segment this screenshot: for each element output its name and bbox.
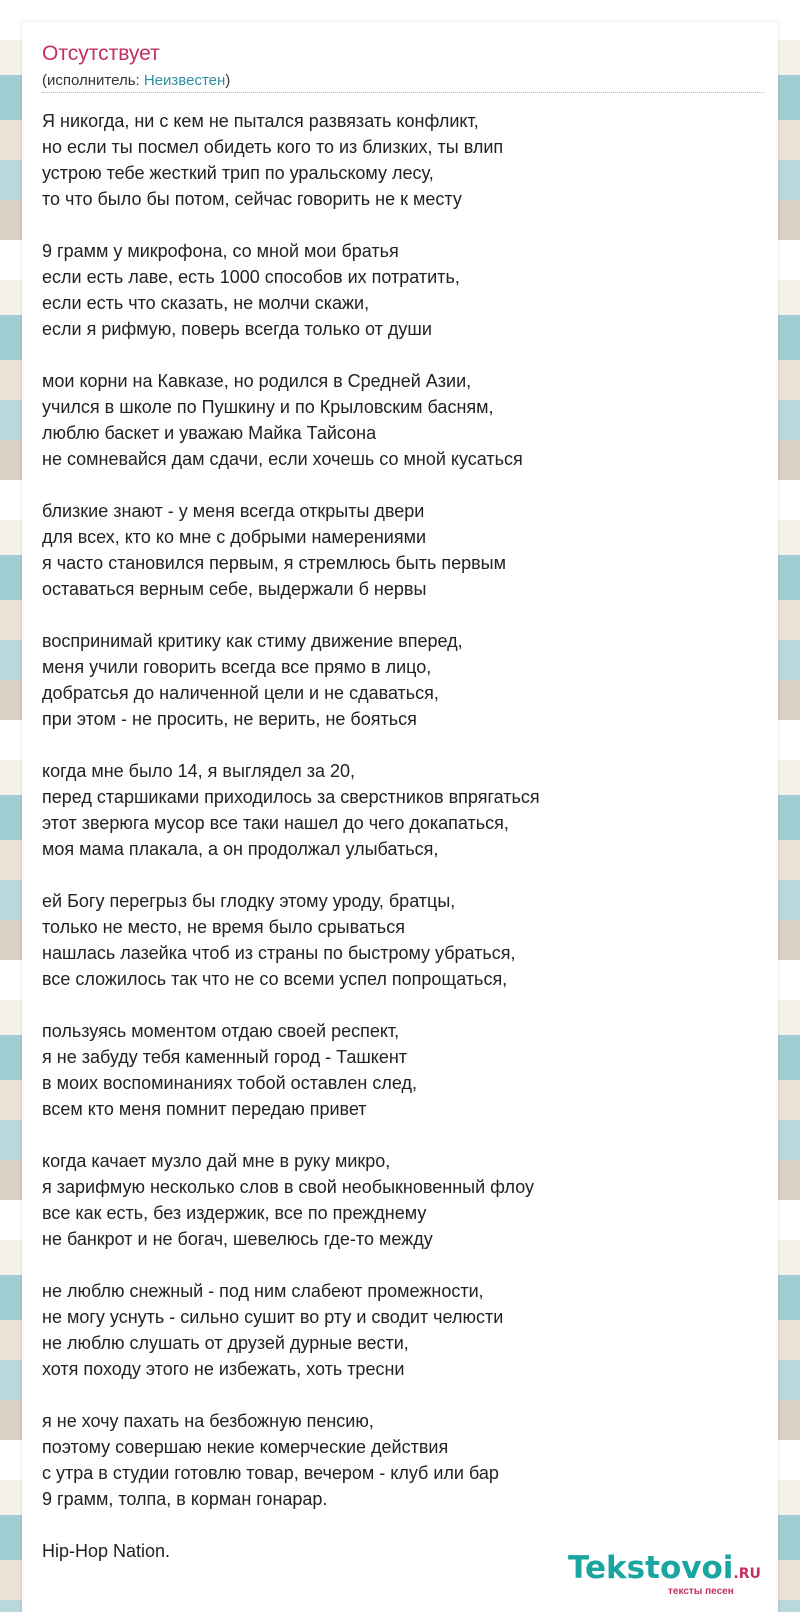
- lyrics-line: не люблю снежный - под ним слабеют промежности,: [42, 1281, 484, 1301]
- lyrics-stanza: [42, 498, 752, 602]
- lyrics-body: [42, 108, 752, 1590]
- lyrics-line: когда качает музло дай мне в руку микро,: [42, 1151, 391, 1171]
- lyrics-line: поэтому совершаю некие комерческие действия: [42, 1437, 449, 1457]
- lyrics-line: если есть лаве, есть 1000 способов их потратить,: [42, 267, 460, 287]
- logo-main-text: Tekstovoi: [568, 1550, 734, 1586]
- lyrics-stanza: [42, 1278, 752, 1382]
- artist-prefix: (исполнитель:: [42, 72, 144, 89]
- lyrics-line: 9 грамм у микрофона, со мной мои братья: [42, 241, 399, 261]
- artist-link[interactable]: Неизвестен: [143, 72, 226, 89]
- lyrics-line: не банкрот и не богач, шевелюсь где-то между: [42, 1229, 433, 1249]
- lyrics-line: я часто становился первым, я стремлюсь быть первым: [42, 553, 506, 573]
- lyrics-line: когда мне было 14, я выглядел за 20,: [42, 761, 356, 781]
- lyrics-line: но если ты посмел обидеть кого то из близких, ты влип: [42, 137, 504, 157]
- song-title: Отсутствует: [42, 42, 160, 65]
- lyrics-line: пользуясь моментом отдаю своей респект,: [42, 1021, 400, 1041]
- lyrics-line: хотя походу этого не избежать, хоть тресни: [42, 1359, 405, 1379]
- lyrics-line: люблю баскет и уважаю Майка Тайсона: [42, 423, 377, 443]
- lyrics-stanza: [42, 628, 752, 732]
- lyrics-line: оставаться верным себе, выдержали б нервы: [42, 579, 427, 599]
- lyrics-line: не могу уснуть - сильно сушит во рту и сводит челюсти: [42, 1307, 504, 1327]
- lyrics-line: Я никогда, ни с кем не пытался развязать конфликт,: [42, 111, 479, 131]
- lyrics-line: перед старшиками приходилось за сверстников впрягаться: [42, 787, 540, 807]
- lyrics-line: я не хочу пахать на безбожную пенсию,: [42, 1411, 374, 1431]
- lyrics-line: добратсья до наличенной цели и не сдаваться,: [42, 683, 439, 703]
- lyrics-line: для всех, кто ко мне с добрыми намерениями: [42, 527, 427, 547]
- lyrics-line: если я рифмую, поверь всегда только от души: [42, 319, 432, 339]
- lyrics-line: меня учили говорить всегда все прямо в лицо,: [42, 657, 432, 677]
- lyrics-line: только не место, не время было срываться: [42, 917, 405, 937]
- lyrics-line: я не забуду тебя каменный город - Ташкент: [42, 1047, 408, 1067]
- lyrics-line: все как есть, без издержик, все по прежднему: [42, 1203, 427, 1223]
- lyrics-stanza: [42, 1148, 752, 1252]
- lyrics-line: воспринимай критику как стиму движение вперед,: [42, 631, 463, 651]
- lyrics-stanza: [42, 238, 752, 342]
- lyrics-line: 9 грамм, толпа, в корман гонарар.: [42, 1489, 328, 1509]
- lyrics-line: то что было бы потом, сейчас говорить не к месту: [42, 189, 462, 209]
- lyrics-line: я зарифмую несколько слов в свой необыкновенный флоу: [42, 1177, 535, 1197]
- lyrics-line: устрою тебе жесткий трип по уральскому лесу,: [42, 163, 434, 183]
- lyrics-stanza: [42, 758, 752, 862]
- lyrics-stanza: [42, 1018, 752, 1122]
- lyrics-line: ей Богу перегрыз бы глодку этому уроду, братцы,: [42, 891, 456, 911]
- lyrics-line: учился в школе по Пушкину и по Крыловским басням,: [42, 397, 494, 417]
- lyrics-line: близкие знают - у меня всегда открыты двери: [42, 501, 425, 521]
- lyrics-line: моя мама плакала, а он продолжал улыбаться,: [42, 839, 439, 859]
- lyrics-line: мои корни на Кавказе, но родился в Средней Азии,: [42, 371, 472, 391]
- header-divider: [42, 92, 764, 93]
- lyrics-stanza: [42, 888, 752, 992]
- lyrics-line: не люблю слушать от друзей дурные вести,: [42, 1333, 409, 1353]
- lyrics-line: нашлась лазейка чтоб из страны по быстрому убраться,: [42, 943, 516, 963]
- lyrics-line: все сложилось так что не со всеми успел попрощаться,: [42, 969, 508, 989]
- lyrics-stanza: [42, 368, 752, 472]
- artist-suffix: ): [225, 72, 231, 89]
- logo-tagline: тексты песен: [668, 1586, 734, 1597]
- lyrics-line: если есть что сказать, не молчи скажи,: [42, 293, 370, 313]
- logo-tld: .RU: [733, 1566, 761, 1582]
- lyrics-line: этот зверюга мусор все таки нашел до чего докапаться,: [42, 813, 509, 833]
- artist-line: [42, 72, 230, 89]
- lyrics-line: Hip-Hop Nation.: [42, 1541, 171, 1561]
- lyrics-stanza: [42, 1408, 752, 1512]
- site-logo[interactable]: [568, 1550, 768, 1600]
- lyrics-card: [22, 22, 778, 1612]
- lyrics-line: не сомневайся дам сдачи, если хочешь со мной кусаться: [42, 449, 523, 469]
- lyrics-line: в моих воспоминаниях тобой оставлен след,: [42, 1073, 417, 1093]
- lyrics-stanza: [42, 108, 752, 212]
- lyrics-line: с утра в студии готовлю товар, вечером - клуб или бар: [42, 1463, 499, 1483]
- lyrics-line: всем кто меня помнит передаю привет: [42, 1099, 367, 1119]
- lyrics-line: при этом - не просить, не верить, не бояться: [42, 709, 417, 729]
- logo-wordmark: [568, 1550, 761, 1586]
